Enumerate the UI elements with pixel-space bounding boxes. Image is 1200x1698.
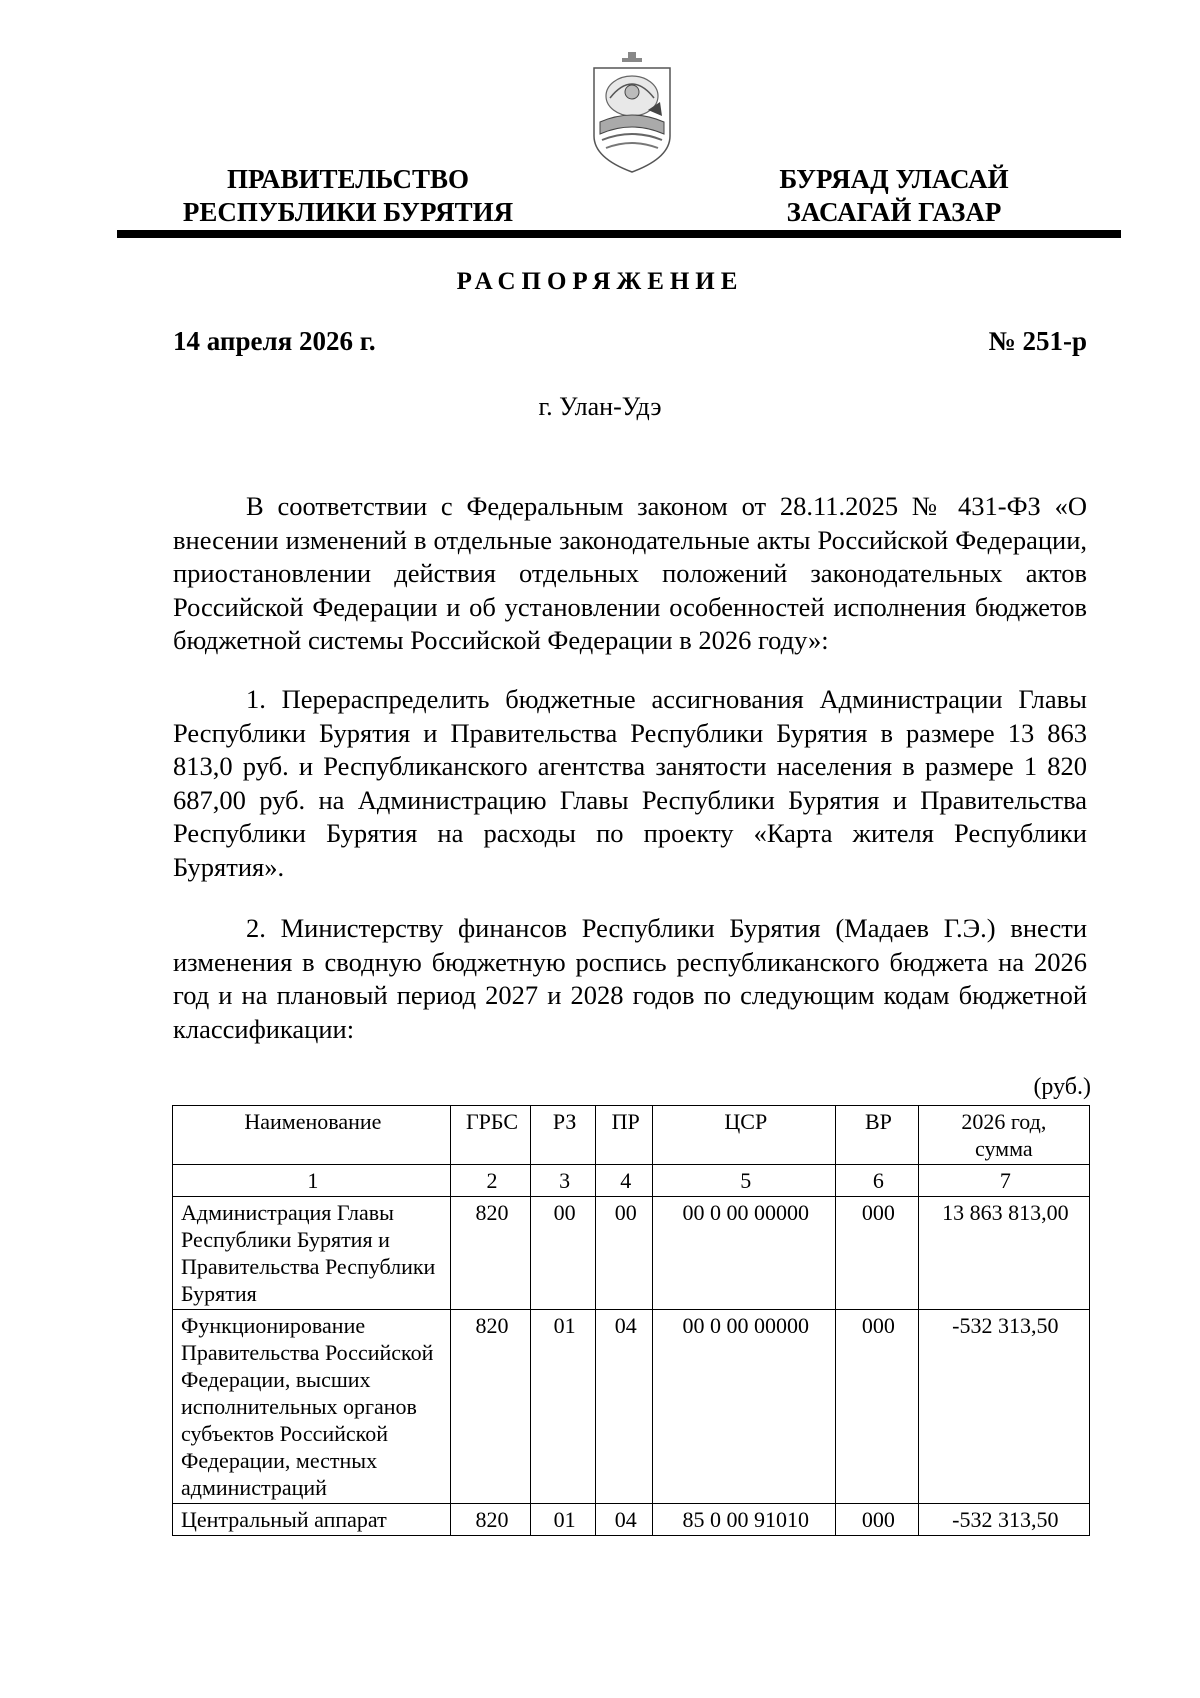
row-pr: 00 [595,1197,652,1310]
row-sum: 13 863 813,00 [918,1197,1089,1310]
header-right-line-1: БУРЯАД УЛАСАЙ [779,164,1009,194]
table-row [173,1504,1090,1536]
column-header-grbs: ГРБС [450,1106,530,1165]
row-vr: 000 [836,1197,919,1310]
row-vr: 000 [836,1504,919,1536]
row-csr: 00 0 00 00000 [653,1197,836,1310]
column-header-sum: 2026 год, сумма [918,1106,1089,1165]
row-pr: 04 [595,1504,652,1536]
column-header-pr: ПР [595,1106,652,1165]
row-pr: 04 [595,1310,652,1504]
header-left-line-1: ПРАВИТЕЛЬСТВО [226,164,470,194]
header-divider [117,230,1121,238]
column-number-row [173,1165,1090,1197]
table-unit: (руб.) [1033,1074,1091,1100]
item-2-paragraph [173,912,1087,1046]
column-number: 6 [836,1165,919,1197]
column-header-csr: ЦСР [653,1106,836,1165]
preamble-text: В соответствии с Федеральным законом от 28.11.2025 № 431-ФЗ «О внесении изменений в отдельные законодательные акты Российской Федерации, приостановлении действия отдельных положений законодательных актов Российской Федерации и об установлении особенностей исполнения бюджетов бюджетной системы Российской Федерации в 2026 году»: [173,491,1087,656]
table-row [173,1310,1090,1504]
item-1-paragraph [173,683,1087,885]
document-title: РАСПОРЯЖЕНИЕ [456,268,744,295]
table-header-row [173,1106,1090,1165]
header-left-block [168,163,528,229]
row-grbs: 820 [450,1197,530,1310]
table-row [173,1197,1090,1310]
column-header-vr: ВР [836,1106,919,1165]
row-grbs: 820 [450,1504,530,1536]
column-number: 7 [918,1165,1089,1197]
column-number: 3 [531,1165,596,1197]
header-left-line-2: РЕСПУБЛИКИ БУРЯТИЯ [182,197,514,227]
document-date: 14 апреля 2026 г. [173,326,376,356]
header-right-block [744,163,1044,229]
row-csr: 00 0 00 00000 [653,1310,836,1504]
row-rz: 00 [531,1197,596,1310]
row-rz: 01 [531,1504,596,1536]
column-header-rz: РЗ [531,1106,596,1165]
row-grbs: 820 [450,1310,530,1504]
column-number: 2 [450,1165,530,1197]
preamble-paragraph [173,490,1087,658]
row-sum: -532 313,50 [918,1504,1089,1536]
row-name: Администрация Главы Республики Бурятия и Правительства Республики Бурятия [173,1197,451,1310]
item-1-text: 1. Перераспределить бюджетные ассигнования Администрации Главы Республики Бурятия и Правительства Республики Бурятия в размере 13 863 813,0 руб. и Республиканского агентства занятости населения в размере 1 820 687,00 руб. на Администрацию Главы Республики Бурятия и Правительства Республики Бурятия на расходы по проекту «Карта жителя Республики Бурятия». [173,684,1087,882]
row-csr: 85 0 00 91010 [653,1504,836,1536]
header-right-line-2: ЗАСАГАЙ ГАЗАР [786,197,1002,227]
column-number: 5 [653,1165,836,1197]
column-header-name: Наименование [173,1106,451,1165]
row-rz: 01 [531,1310,596,1504]
row-name: Центральный аппарат [173,1504,451,1536]
row-sum: -532 313,50 [918,1310,1089,1504]
budget-table [172,1105,1090,1536]
coat-of-arms-emblem [588,50,676,174]
row-vr: 000 [836,1310,919,1504]
row-name: Функционирование Правительства Российской Федерации, высших исполнительных органов субъектов Российской Федерации, местных администраций [173,1310,451,1504]
column-number: 1 [173,1165,451,1197]
document-city: г. Улан-Удэ [538,392,662,421]
document-number: № 251-р [988,326,1087,356]
column-number: 4 [595,1165,652,1197]
item-2-text: 2. Министерству финансов Республики Бурятия (Мадаев Г.Э.) внести изменения в сводную бюджетную роспись республиканского бюджета на 2026 год и на плановый период 2027 и 2028 годов по следующим кодам бюджетной классификации: [173,913,1087,1044]
